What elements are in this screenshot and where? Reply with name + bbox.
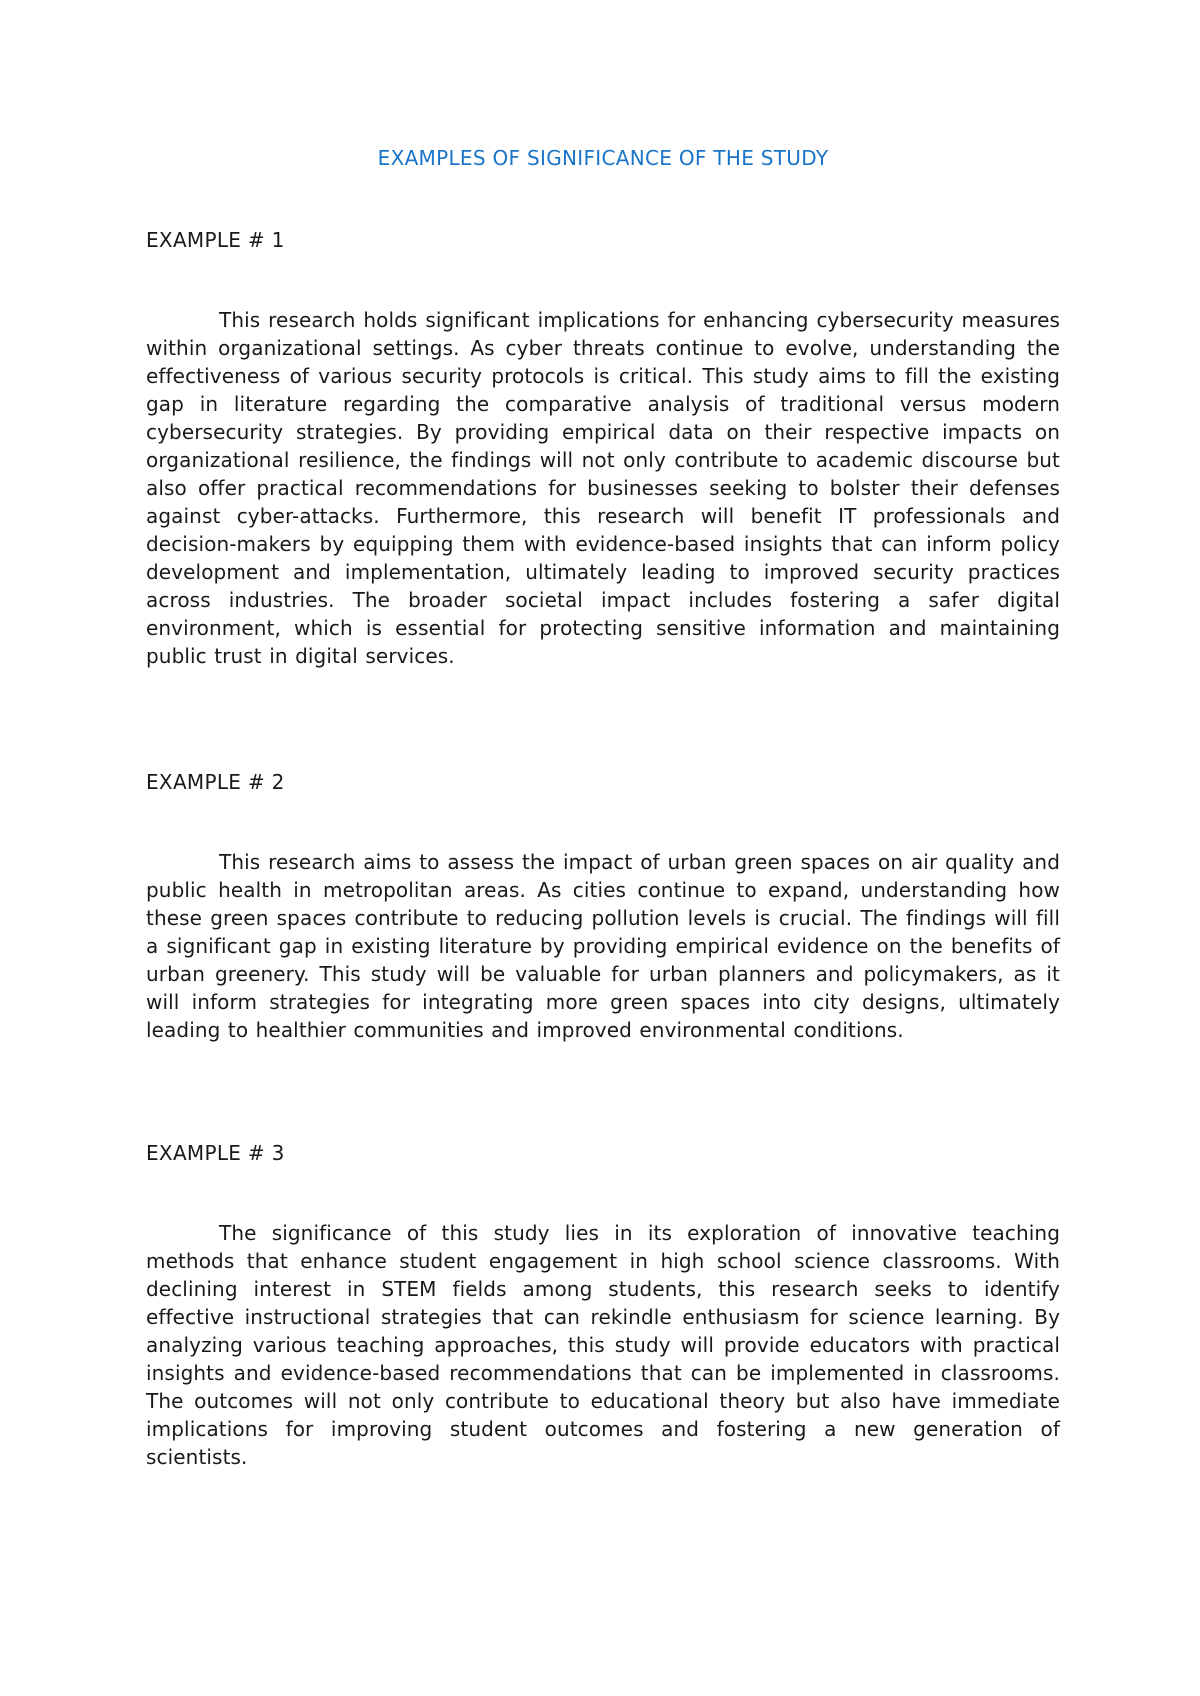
document-title: EXAMPLES OF SIGNIFICANCE OF THE STUDY	[377, 146, 829, 170]
example-heading-1: EXAMPLE # 1	[146, 228, 285, 252]
example-body-3: The significance of this study lies in its exploration of innovative teaching methods that enhance student engagement in high school science classrooms. With declining interest in STEM fields among students, this research seeks to identify effective instructional strategies that can rekindle enthusiasm for science learning. By analyzing various teaching approaches, this study will provide educators with practical insights and evidence-based recommendations that can be implemented in classrooms. The outcomes will not only contribute to educational theory but also have immediate implications for improving student outcomes and fostering a new generation of scientists.	[146, 1221, 1060, 1469]
example-heading-2: EXAMPLE # 2	[146, 770, 285, 794]
example-section-2	[146, 770, 1060, 1044]
example-heading-3: EXAMPLE # 3	[146, 1141, 285, 1165]
example-body-1: This research holds significant implications for enhancing cybersecurity measures within organizational settings. As cyber threats continue to evolve, understanding the effectiveness of various security protocols is critical. This study aims to fill the existing gap in literature regarding the comparative analysis of traditional versus modern cybersecurity strategies. By providing empirical data on their respective impacts on organizational resilience, the findings will not only contribute to academic discourse but also offer practical recommendations for businesses seeking to bolster their defenses against cyber-attacks. Furthermore, this research will benefit IT professionals and decision-makers by equipping them with evidence-based insights that can inform policy development and implementation, ultimately leading to improved security practices across industries. The broader societal impact includes fostering a safer digital environment, which is essential for protecting sensitive information and maintaining public trust in digital services.	[146, 308, 1060, 668]
example-body-2: This research aims to assess the impact of urban green spaces on air quality and public health in metropolitan areas. As cities continue to expand, understanding how these green spaces contribute to reducing pollution levels is crucial. The findings will fill a significant gap in existing literature by providing empirical evidence on the benefits of urban greenery. This study will be valuable for urban planners and policymakers, as it will inform strategies for integrating more green spaces into city designs, ultimately leading to healthier communities and improved environmental conditions.	[146, 850, 1060, 1042]
example-section-1	[146, 228, 1060, 670]
example-section-3	[146, 1141, 1060, 1471]
